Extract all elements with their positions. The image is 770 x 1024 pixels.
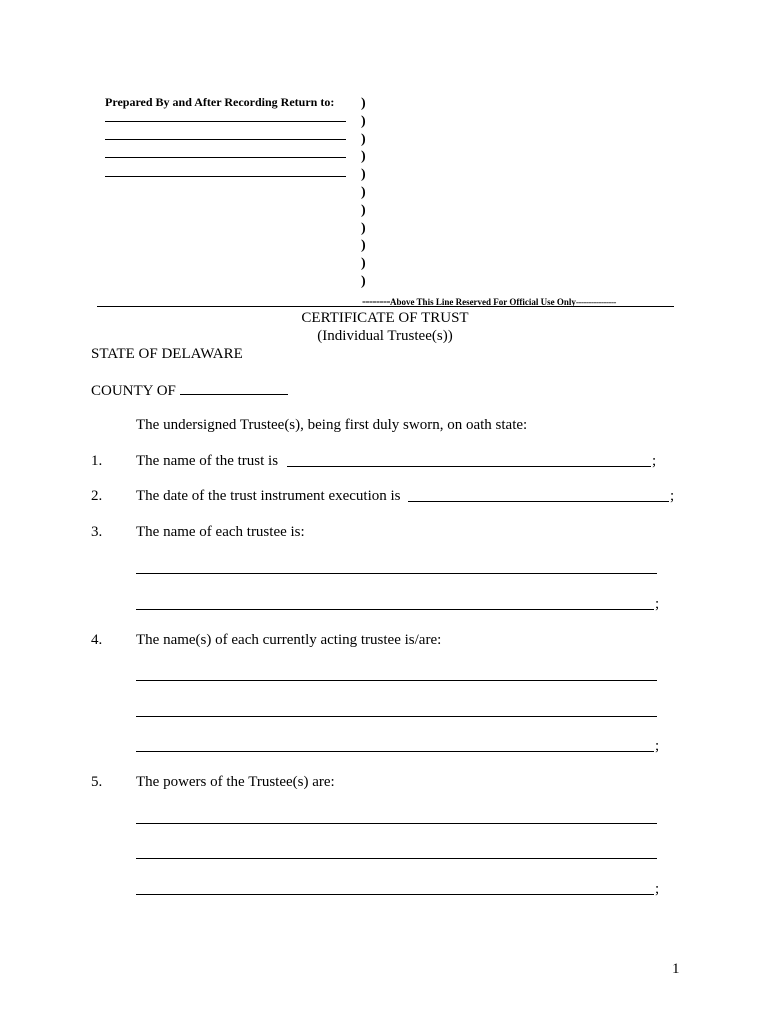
county-blank[interactable] xyxy=(180,381,288,395)
intro-statement: The undersigned Trustee(s), being first duly sworn, on oath state: xyxy=(136,417,528,433)
official-use-notice xyxy=(362,292,616,310)
paren: ) xyxy=(361,238,366,254)
recording-divider xyxy=(97,306,674,307)
trustee-name-line[interactable] xyxy=(136,609,654,610)
paren: ) xyxy=(361,113,366,129)
acting-trustee-line[interactable] xyxy=(136,751,654,752)
semicolon: ; xyxy=(652,453,657,469)
semicolon: ; xyxy=(655,596,660,612)
county-label: COUNTY OF xyxy=(91,383,176,399)
item-number: 1. xyxy=(91,453,103,469)
item-number: 2. xyxy=(91,488,103,504)
item-text: The date of the trust instrument execution is xyxy=(136,488,401,504)
execution-date-blank[interactable] xyxy=(408,487,669,502)
page-number: 1 xyxy=(672,961,680,977)
paren: ) xyxy=(361,167,366,183)
official-use-label: Above This Line Reserved For Official Use Only xyxy=(389,297,576,307)
semicolon: ; xyxy=(670,488,675,504)
item-text: The name(s) of each currently acting trustee is/are: xyxy=(136,632,442,648)
prepared-by-label: Prepared By and After Recording Return to: xyxy=(105,95,335,109)
official-dashes: -------- xyxy=(362,294,390,308)
document-subtitle: (Individual Trustee(s)) xyxy=(317,328,453,344)
document-title: CERTIFICATE OF TRUST xyxy=(301,310,469,326)
paren: ) xyxy=(361,256,366,272)
return-address-line-4[interactable] xyxy=(105,176,346,177)
trustee-powers-line[interactable] xyxy=(136,858,657,859)
item-text: The powers of the Trustee(s) are: xyxy=(136,774,335,790)
paren: ) xyxy=(361,131,366,147)
official-tail-dashes: ---------------- xyxy=(575,297,616,307)
recording-parenthesis-column xyxy=(361,95,366,291)
item-number: 4. xyxy=(91,632,103,648)
acting-trustee-line[interactable] xyxy=(136,716,657,717)
item-text: The name of each trustee is: xyxy=(136,524,305,540)
paren: ) xyxy=(361,202,366,218)
semicolon: ; xyxy=(655,881,660,897)
trustee-powers-line[interactable] xyxy=(136,823,657,824)
return-address-line-2[interactable] xyxy=(105,139,346,140)
acting-trustee-line[interactable] xyxy=(136,680,657,681)
paren: ) xyxy=(361,96,366,111)
state-line: STATE OF DELAWARE xyxy=(91,346,243,362)
return-address-line-3[interactable] xyxy=(105,157,346,158)
semicolon: ; xyxy=(655,738,660,754)
item-text: The name of the trust is xyxy=(136,453,279,469)
paren: ) xyxy=(361,184,366,200)
return-address-line-1[interactable] xyxy=(105,121,346,122)
county-line xyxy=(91,381,288,400)
paren: ) xyxy=(361,273,366,289)
trustee-powers-line[interactable] xyxy=(136,894,654,895)
trust-name-blank[interactable] xyxy=(287,452,651,467)
paren: ) xyxy=(361,149,366,165)
paren: ) xyxy=(361,220,366,236)
trustee-name-line[interactable] xyxy=(136,573,657,574)
item-number: 5. xyxy=(91,774,103,790)
item-number: 3. xyxy=(91,524,103,540)
